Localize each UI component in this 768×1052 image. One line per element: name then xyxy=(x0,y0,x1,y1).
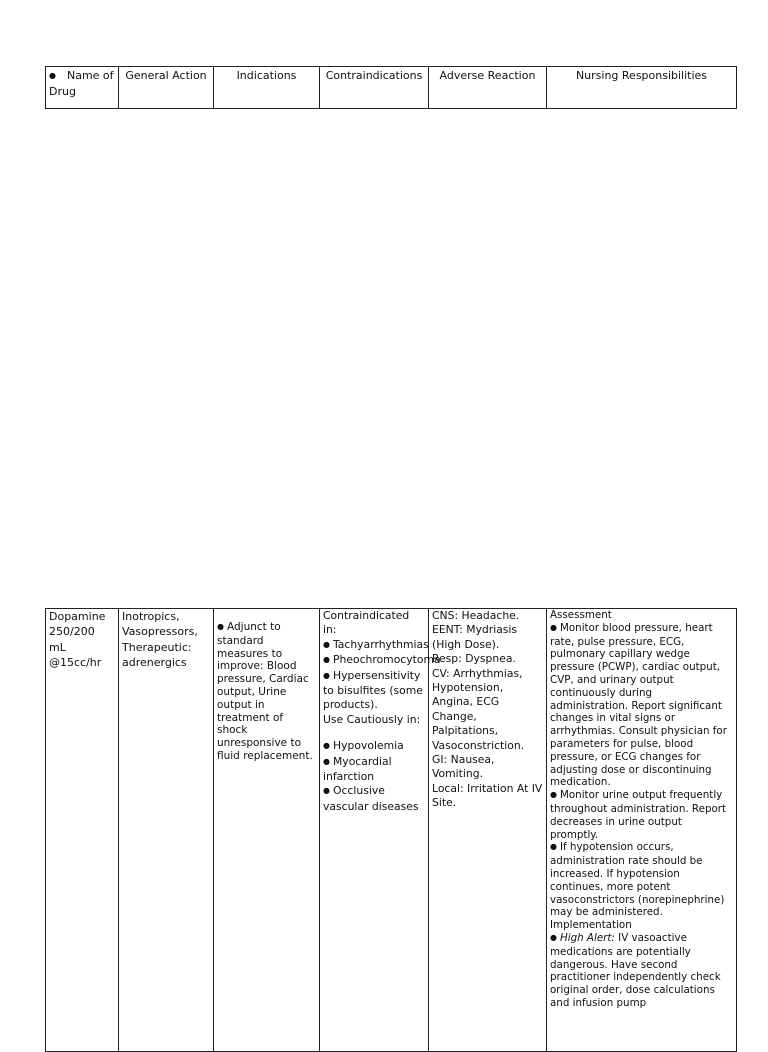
header-drug-label: Drug xyxy=(49,85,76,98)
list-item xyxy=(550,932,733,1010)
header-contraindications: Contraindications xyxy=(320,67,429,109)
contraindications-cell xyxy=(320,609,441,1052)
list-item: ● Monitor blood pressure, heart rate, pulse pressure, ECG, pulmonary capillary wedge pressure (PCWP), cardiac output, CVP, and urinary output continuously during administration. Report significant changes in vital signs or arrhythmias. Consult physician for parameters for pulse, blood pressure, or ECG changes for adjusting dose or discontinuing medication. xyxy=(550,621,727,789)
table-row xyxy=(46,609,737,1052)
header-indications: Indications xyxy=(214,67,320,109)
bullet-icon: ● xyxy=(323,670,330,680)
general-action-cell xyxy=(119,609,214,1052)
spacer xyxy=(323,727,425,739)
bullet-icon: ● xyxy=(550,842,557,852)
list-item: ● Occlusive vascular diseases xyxy=(323,784,419,813)
adverse-line: CV: Arrhythmias, Hypotension, Angina, ECG Change, Palpitations, Vasoconstriction. xyxy=(432,666,525,752)
adverse-line: GI: Nausea, Vomiting. xyxy=(432,753,495,781)
bullet-icon: ● xyxy=(217,622,224,631)
bullet-icon: ● xyxy=(550,790,557,800)
drug-table xyxy=(45,608,737,1052)
high-alert-text: IV vasoactive medications are potentially dangerous. Have second practitioner independently check original order, dose calculations and infusion pump xyxy=(550,931,721,1009)
list-item: ● Tachyarrhythmias xyxy=(323,637,429,651)
nursing-responsibilities-cell xyxy=(547,609,737,1052)
bullet-icon: ● xyxy=(323,786,330,796)
cautious-heading: Use Cautiously in: xyxy=(323,712,421,726)
general-action-line: adrenergics xyxy=(122,655,187,669)
bullet-icon: ● xyxy=(49,71,56,80)
bullet-icon: ● xyxy=(323,655,330,665)
list-item: ● If hypotension occurs, administration rate should be increased. If hypotension continues, more potent vasoconstrictors (norepinephrine) may be administered. xyxy=(550,841,725,919)
general-action-line: Inotropics, xyxy=(122,610,180,623)
header-row xyxy=(46,67,737,109)
bullet-icon: ● xyxy=(550,622,557,632)
general-action-line: Vasopressors, xyxy=(122,625,198,639)
adverse-line: CNS: Headache. xyxy=(432,609,520,622)
contraindications-heading: Contraindicated in: xyxy=(323,609,410,637)
header-adverse-reaction: Adverse Reaction xyxy=(429,67,547,109)
drug-name-line: Dopamine xyxy=(49,610,106,623)
bullet-icon: ● xyxy=(323,639,330,649)
general-action-line: Therapeutic: xyxy=(122,640,192,654)
indications-text: Adjunct to standard measures to improve: Blood pressure, Cardiac output, Urine output in treatment of shock unresponsive to fluid replacement. xyxy=(217,621,313,762)
assessment-heading: Assessment xyxy=(550,609,612,621)
drug-name-line: mL xyxy=(49,640,66,654)
header-nursing-responsibilities: Nursing Responsibilities xyxy=(547,67,737,109)
list-item: ● Monitor urine output frequently throughout administration. Report decreases in urine output promptly. xyxy=(550,789,727,841)
list-item: ● Myocardial infarction xyxy=(323,754,392,784)
bullet-icon: ● xyxy=(550,932,557,942)
adverse-line: EENT: Mydriasis (High Dose). xyxy=(432,623,518,651)
adverse-line: Local: Irritation At IV Site. xyxy=(432,781,543,810)
header-name-of-drug: ● Name of Drug xyxy=(46,67,119,109)
header-table xyxy=(45,66,737,109)
list-item: ● Pheochromocytoma xyxy=(323,653,441,667)
header-general-action: General Action xyxy=(119,67,214,109)
adverse-line: Resp: Dyspnea. xyxy=(432,652,516,666)
drug-name-cell xyxy=(46,609,119,1052)
high-alert-label: High Alert: xyxy=(559,931,615,944)
list-item: ● Hypovolemia xyxy=(323,739,404,753)
list-item: ● Hypersensitivity to bisulfites (some products). xyxy=(323,668,423,712)
implementation-heading: Implementation xyxy=(550,919,632,932)
adverse-reaction-cell xyxy=(429,609,547,1052)
indications-cell xyxy=(214,609,320,1052)
bullet-icon: ● xyxy=(323,756,330,766)
drug-name-line: @15cc/hr xyxy=(49,655,102,669)
bullet-icon: ● xyxy=(323,741,330,751)
drug-name-line: 250/200 xyxy=(49,625,95,639)
